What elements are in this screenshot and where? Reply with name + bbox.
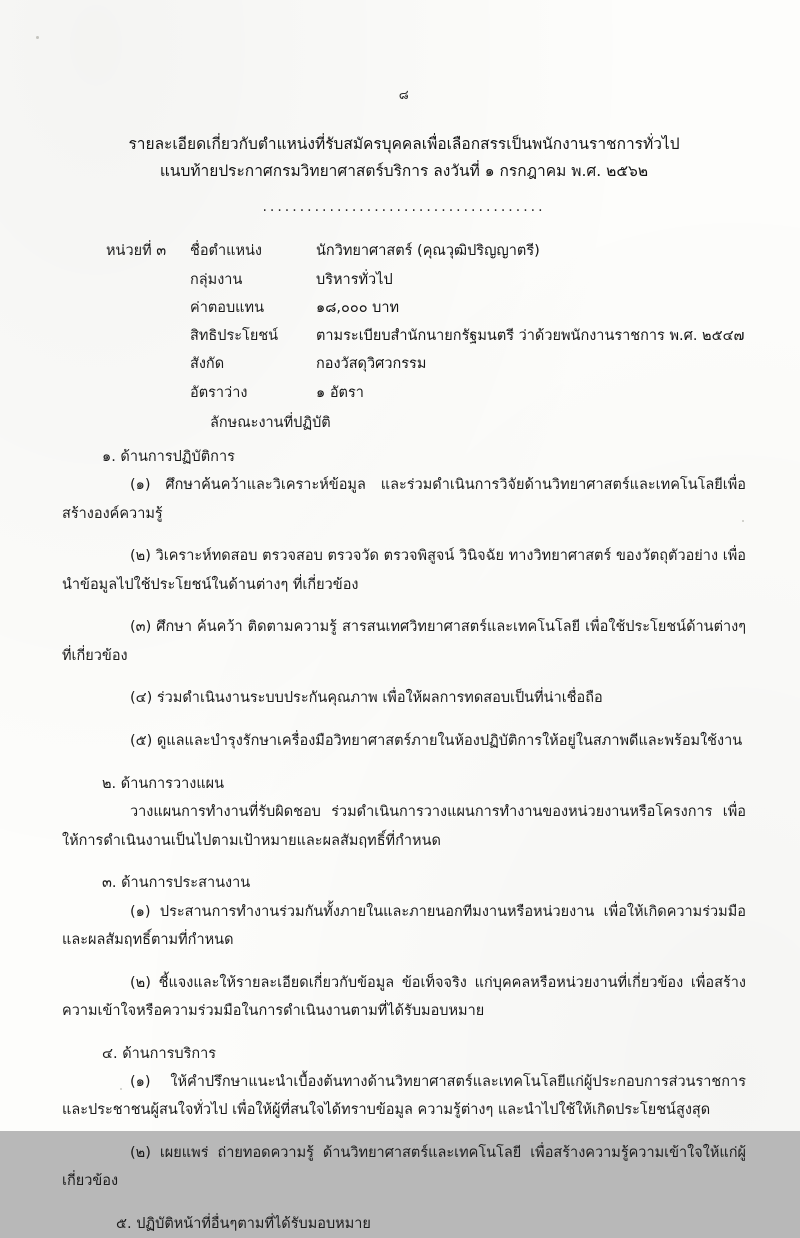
section-title: ๔. ด้านการบริการ — [102, 1045, 217, 1062]
paper-speck — [36, 36, 39, 39]
field-label-group: กลุ่มงาน — [190, 271, 243, 288]
spacer-cell — [106, 322, 190, 350]
section-title: ๑. ด้านการปฏิบัติการ — [102, 449, 235, 466]
table-row — [106, 266, 744, 294]
section-item: วางแผนการทำงานที่รับผิดชอบ ร่วมดำเนินการวางแผนการทำงานของหน่วยงานหรือโครงการ เพื่อให้การดำเนินงานเป็นไปตามเป้าหมายและผลสัมฤทธิ์ที่กำหนด — [62, 804, 746, 849]
field-label-affiliation: สังกัด — [190, 356, 225, 373]
field-label-vacancy: อัตราว่าง — [190, 384, 248, 401]
section-4 — [62, 1040, 746, 1196]
section-item: (๔) ร่วมดำเนินงานระบบประกันคุณภาพ เพื่อให้ผลการทดสอบเป็นที่น่าเชื่อถือ — [130, 690, 603, 707]
spacer-cell — [106, 294, 190, 322]
table-row — [106, 237, 744, 265]
divider: ...................................... — [262, 199, 546, 216]
field-value-salary: ๑๘,๐๐๐ บาท — [316, 299, 400, 316]
title-line-2: แนบท้ายประกาศกรมวิทยาศาสตร์บริการ ลงวันที่ ๑ กรกฎาคม พ.ศ. ๒๕๖๒ — [159, 162, 649, 181]
spacer-cell — [106, 379, 190, 407]
field-label-benefits: สิทธิประโยชน์ — [190, 328, 279, 345]
final-duty-line: ๕. ปฏิบัติหน้าที่อื่นๆตามที่ได้รับมอบหมาย — [116, 1215, 371, 1232]
document-content — [62, 0, 746, 1232]
section-item: (๕) ดูแลและบำรุงรักษาเครื่องมือวิทยาศาสตร์ภายในห้องปฏิบัติการให้อยู่ในสภาพดีและพร้อมใช้งาน — [130, 733, 743, 750]
field-value-group: บริหารทั่วไป — [316, 271, 393, 288]
field-value-vacancy: ๑ อัตรา — [316, 384, 364, 401]
section-item: (๑) ให้คำปรึกษาแนะนำเบื้องต้นทางด้านวิทยาศาสตร์และเทคโนโลยีแก่ผู้ประกอบการส่วนราชการ และประชาชนผู้สนใจทั่วไป เพื่อให้ผู้ที่สนใจได้ทราบข้อมูล ความรู้ต่างๆ และนำไปใช้ให้เกิดประโยชน์สูงสุด — [62, 1073, 746, 1119]
unit-label: หน่วยที่ ๓ — [106, 243, 167, 260]
spacer-cell — [106, 266, 190, 294]
field-value-affiliation: กองวัสดุวิศวกรรม — [316, 356, 427, 373]
field-label-position: ชื่อตำแหน่ง — [190, 243, 263, 260]
section-2 — [62, 770, 746, 855]
field-value-position: นักวิทยาศาสตร์ (คุณวุฒิปริญญาตรี) — [316, 243, 540, 260]
section-item: (๑) ศึกษาค้นคว้าและวิเคราะห์ข้อมูล และร่วมดำเนินการวิจัยด้านวิทยาศาสตร์และเทคโนโลยีเพื่อสร้างองค์ความรู้ — [62, 477, 746, 522]
title-line-1: รายละเอียดเกี่ยวกับตำแหน่งที่รับสมัครบุคคลเพื่อเลือกสรรเป็นพนักงานราชการทั่วไป — [128, 135, 680, 153]
section-item: (๒) วิเคราะห์ทดสอบ ตรวจสอบ ตรวจวัด ตรวจพิสูจน์ วินิจฉัย ทางวิทยาศาสตร์ ของวัตถุตัวอย่าง เพื่อนำข้อมูลไปใช้ประโยชน์ในด้านต่างๆ ที่เกี่ยวข้อง — [62, 548, 746, 593]
section-1 — [62, 443, 746, 755]
table-row — [106, 294, 744, 322]
field-value-benefits: ตามระเบียบสำนักนายกรัฐมนตรี ว่าด้วยพนักงานราชการ พ.ศ. ๒๕๔๗ — [316, 328, 745, 345]
section-item: (๓) ศึกษา ค้นคว้า ติดตามความรู้ สารสนเทศวิทยาศาสตร์และเทคโนโลยี เพื่อใช้ประโยชน์ด้านต่างๆ ที่เกี่ยวข้อง — [62, 619, 746, 664]
page-number: ๘ — [398, 88, 410, 103]
field-label-salary: ค่าตอบแทน — [190, 299, 264, 316]
table-row — [106, 379, 744, 407]
spacer-cell — [106, 350, 190, 378]
section-title: ๒. ด้านการวางแผน — [102, 776, 225, 792]
duties-heading: ลักษณะงานที่ปฏิบัติ — [210, 414, 331, 431]
section-item: (๒) เผยแพร่ ถ่ายทอดความรู้ ด้านวิทยาศาสตร์และเทคโนโลยี เพื่อสร้างความรู้ความเข้าใจให้แก่ผู้เกี่ยวข้อง — [62, 1144, 746, 1190]
section-3 — [62, 869, 746, 1025]
section-item: (๑) ประสานการทำงานร่วมกันทั้งภายในและภายนอกทีมงานหรือหน่วยงาน เพื่อให้เกิดความร่วมมือและผลสัมฤทธิ์ตามที่กำหนด — [62, 903, 746, 948]
table-row — [106, 322, 744, 350]
table-row — [106, 350, 744, 378]
position-details-table — [106, 237, 744, 407]
document-title — [62, 131, 746, 185]
section-title: ๓. ด้านการประสานงาน — [102, 875, 251, 892]
section-item: (๒) ชี้แจงและให้รายละเอียดเกี่ยวกับข้อมูล ข้อเท็จจริง แก่บุคคลหรือหน่วยงานที่เกี่ยวข้อง เพื่อสร้างความเข้าใจหรือความร่วมมือในการดำเนินงานตามที่ได้รับมอบหมาย — [62, 974, 746, 1019]
